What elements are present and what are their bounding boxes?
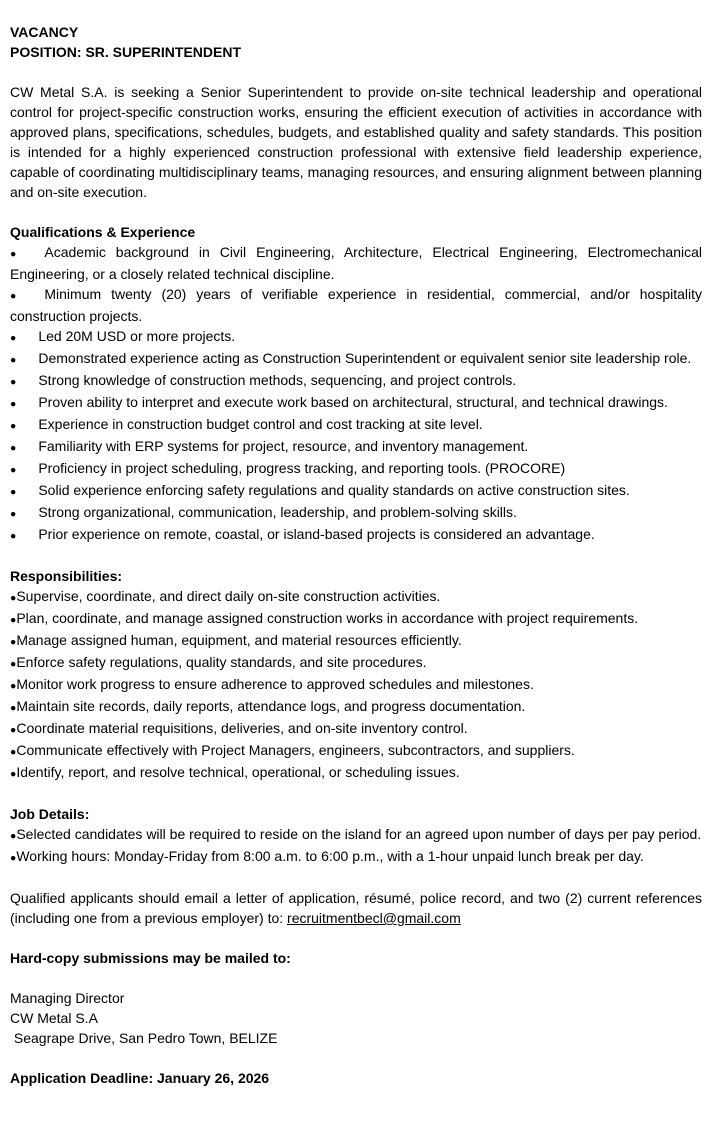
bullet-icon: ● — [10, 614, 17, 626]
list-item — [10, 392, 702, 414]
list-item — [10, 608, 702, 630]
list-item-text: Working hours: Monday-Friday from 8:00 a.m. to 6:00 p.m., with a 1-hour unpaid lunch break per day. — [16, 848, 644, 864]
position-title: POSITION: SR. SUPERINTENDENT — [10, 44, 242, 60]
responsibilities-list — [10, 586, 702, 784]
section-heading-job-details: Job Details: — [10, 806, 90, 822]
list-item — [10, 348, 702, 370]
blank-line — [10, 1048, 702, 1068]
list-item — [10, 652, 702, 674]
list-item-text: Strong knowledge of construction methods, sequencing, and project controls. — [38, 372, 517, 388]
application-paragraph — [10, 888, 702, 928]
address-line: CW Metal S.A — [10, 1010, 98, 1026]
vacancy-title: VACANCY — [10, 24, 79, 40]
list-item-text: Proven ability to interpret and execute work based on architectural, structural, and technical drawings. — [38, 394, 668, 410]
address-line: Managing Director — [10, 990, 125, 1006]
list-item-text: Strong organizational, communication, leadership, and problem-solving skills. — [38, 504, 517, 520]
list-item — [10, 524, 702, 546]
blank-line — [10, 62, 702, 82]
list-item — [10, 242, 702, 284]
list-item-text: Identify, report, and resolve technical, operational, or scheduling issues. — [16, 764, 460, 780]
list-item-text: Demonstrated experience acting as Construction Superintendent or equivalent senior site leadership role. — [38, 350, 692, 366]
list-item-text: Supervise, coordinate, and direct daily on-site construction activities. — [16, 588, 441, 604]
bullet-icon: ● — [10, 724, 17, 736]
bullet-icon: ● — [10, 636, 17, 648]
bullet-icon: ● — [10, 530, 17, 542]
list-item — [10, 586, 702, 608]
bullet-icon: ● — [10, 702, 17, 714]
list-item — [10, 284, 702, 326]
list-item — [10, 718, 702, 740]
bullet-icon: ● — [10, 332, 17, 344]
mailing-heading: Hard-copy submissions may be mailed to: — [10, 950, 291, 966]
list-item — [10, 762, 702, 784]
intro-paragraph: CW Metal S.A. is seeking a Senior Superintendent to provide on-site technical leadership and operational control for project-specific construction works, ensuring the efficient execution of activities in accordance with approved plans, specifications, schedules, budgets, and established quality and safety standards. This position is intended for a highly experienced construction professional with extensive field leadership experience, capable of coordinating multidisciplinary teams, managing resources, and ensuring alignment between planning and on-site execution. — [10, 84, 702, 200]
list-item-text: Maintain site records, daily reports, attendance logs, and progress documentation. — [16, 698, 526, 714]
list-item — [10, 370, 702, 392]
list-item-text: Enforce safety regulations, quality standards, and site procedures. — [16, 654, 427, 670]
list-item-text: Communicate effectively with Project Managers, engineers, subcontractors, and suppliers. — [16, 742, 575, 758]
list-item — [10, 740, 702, 762]
list-item — [10, 480, 702, 502]
bullet-icon: ● — [10, 464, 17, 476]
list-item-text: Selected candidates will be required to reside on the island for an agreed upon number of days per pay period. — [16, 826, 702, 842]
blank-line — [10, 968, 702, 988]
blank-line — [10, 546, 702, 566]
blank-line — [10, 868, 702, 888]
list-item — [10, 846, 702, 868]
bullet-icon: ● — [10, 746, 17, 758]
section-heading-responsibilities: Responsibilities: — [10, 568, 123, 584]
list-item-text: Solid experience enforcing safety regulations and quality standards on active construction sites. — [38, 482, 630, 498]
bullet-icon: ● — [10, 658, 17, 670]
list-item — [10, 674, 702, 696]
list-item — [10, 824, 702, 846]
list-item-text: Experience in construction budget control and cost tracking at site level. — [38, 416, 483, 432]
email-link[interactable]: recruitmentbecl@gmail.com — [287, 910, 461, 926]
bullet-icon: ● — [10, 420, 17, 432]
mailing-address-block — [10, 988, 702, 1048]
qualifications-list — [10, 242, 702, 546]
list-item — [10, 458, 702, 480]
list-item-text: Coordinate material requisitions, deliveries, and on-site inventory control. — [16, 720, 468, 736]
list-item-text: Proficiency in project scheduling, progress tracking, and reporting tools. (PROCORE) — [38, 460, 566, 476]
address-line: Seagrape Drive, San Pedro Town, BELIZE — [10, 1030, 278, 1046]
list-item — [10, 326, 702, 348]
list-item-text: Minimum twenty (20) years of verifiable experience in residential, commercial, and/or hospitality construction projects. — [10, 286, 703, 324]
list-item-text: Plan, coordinate, and manage assigned construction works in accordance with project requirements. — [16, 610, 639, 626]
bullet-icon: ● — [10, 376, 17, 388]
job-details-list — [10, 824, 702, 868]
bullet-icon: ● — [10, 486, 17, 498]
bullet-icon: ● — [10, 508, 17, 520]
list-item-text: Academic background in Civil Engineering, Architecture, Electrical Engineering, Electromechanical Engineering, or a closely related technical discipline. — [10, 244, 703, 282]
bullet-icon: ● — [10, 354, 17, 366]
list-item — [10, 502, 702, 524]
bullet-icon: ● — [10, 680, 17, 692]
list-item — [10, 414, 702, 436]
bullet-icon: ● — [10, 442, 17, 454]
list-item — [10, 630, 702, 652]
list-item-text: Manage assigned human, equipment, and material resources efficiently. — [16, 632, 462, 648]
application-text: Qualified applicants should email a letter of application, résumé, police record, and two (2) current references (including one from a previous employer) to: — [10, 890, 702, 926]
section-heading-qualifications: Qualifications & Experience — [10, 224, 196, 240]
list-item — [10, 696, 702, 718]
blank-line — [10, 784, 702, 804]
blank-line — [10, 928, 702, 948]
application-deadline: Application Deadline: January 26, 2026 — [10, 1070, 270, 1086]
list-item-text: Led 20M USD or more projects. — [38, 328, 236, 344]
bullet-icon: ● — [10, 248, 23, 260]
bullet-icon: ● — [10, 290, 23, 302]
blank-line — [10, 202, 702, 222]
bullet-icon: ● — [10, 768, 17, 780]
bullet-icon: ● — [10, 592, 17, 604]
list-item-text: Familiarity with ERP systems for project, resource, and inventory management. — [38, 438, 529, 454]
list-item-text: Prior experience on remote, coastal, or island-based projects is considered an advantage. — [38, 526, 595, 542]
bullet-icon: ● — [10, 830, 17, 842]
bullet-icon: ● — [10, 852, 17, 864]
list-item-text: Monitor work progress to ensure adherence to approved schedules and milestones. — [16, 676, 534, 692]
list-item — [10, 436, 702, 458]
bullet-icon: ● — [10, 398, 17, 410]
